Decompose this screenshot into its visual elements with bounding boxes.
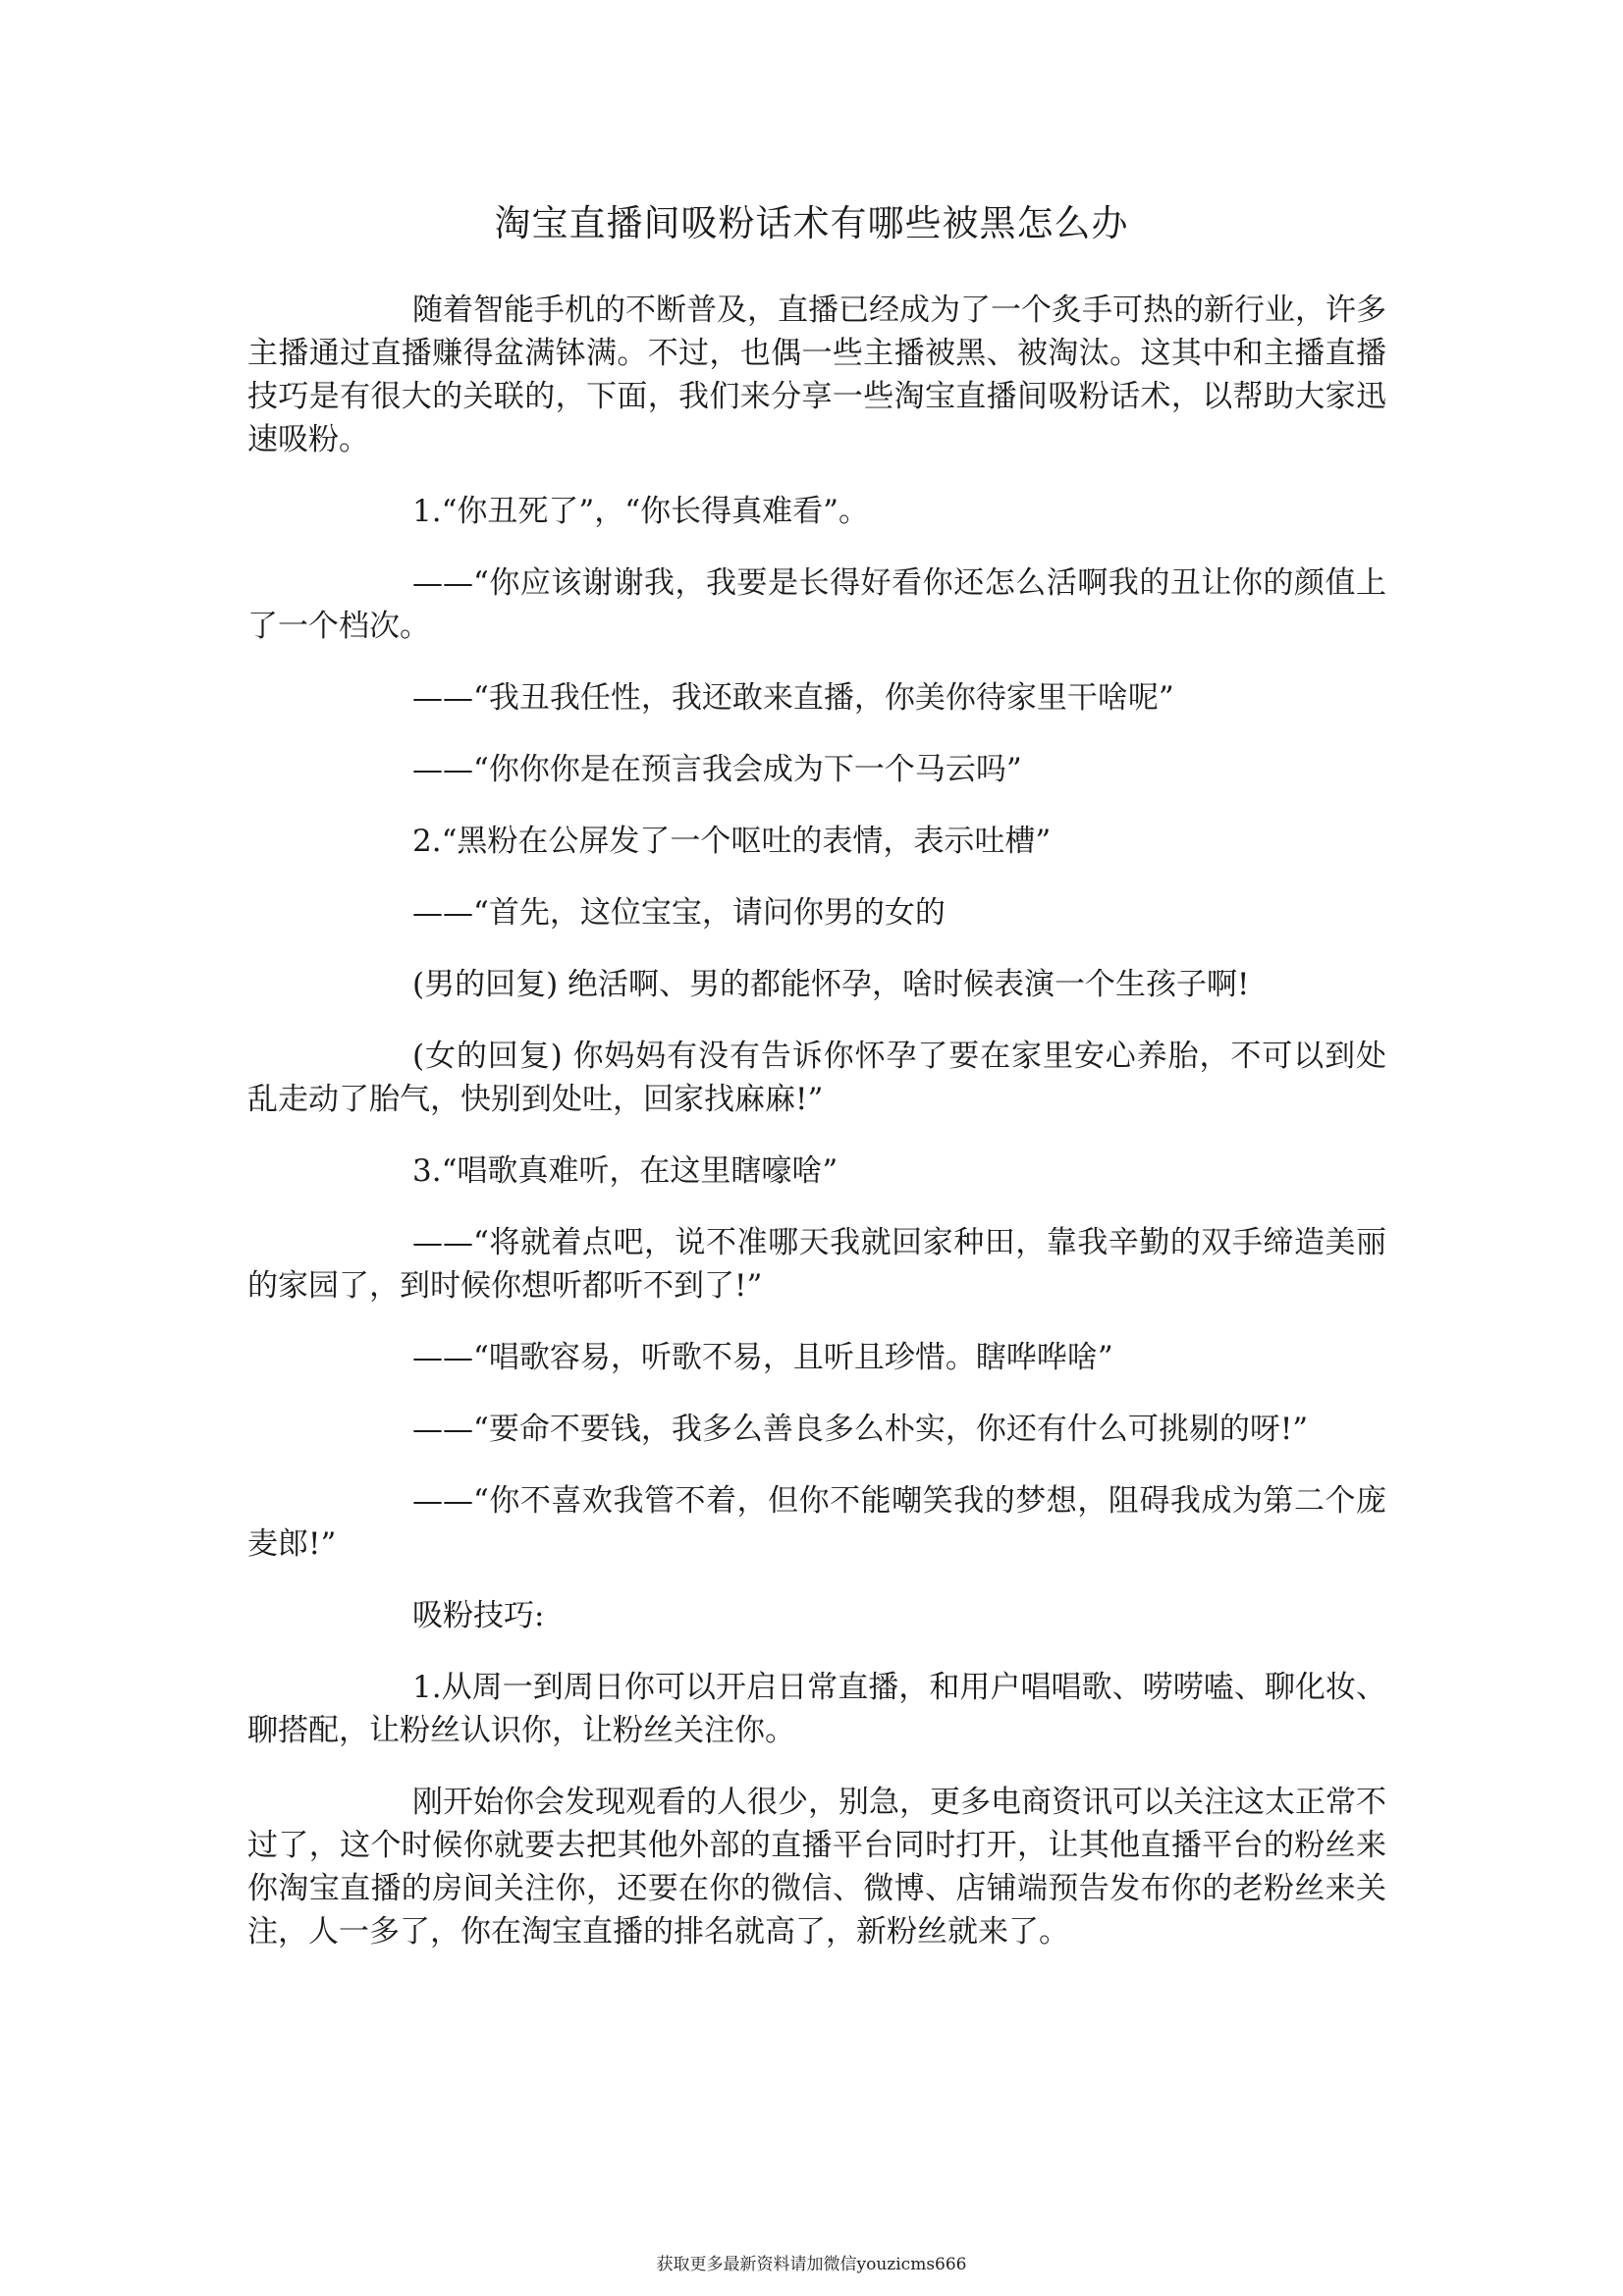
paragraph-intro: 随着智能手机的不断普及，直播已经成为了一个炙手可热的新行业，许多主播通过直播赚得盆满钵满。不过，也偶一些主播被黑、被淘汰。这其中和主播直播技巧是有很大的关联的，下面，我们来分享一些淘宝直播间吸粉话术，以帮助大家迅速吸粉。 [247,293,1386,457]
paragraph-item-2-heading: 2.“黑粉在公屏发了一个呕吐的表情，表示吐槽” [412,824,1052,859]
paragraph-tip-detail: 刚开始你会发现观看的人很少，别急，更多电商资讯可以关注这太正常不过了，这个时候你就要去把其他外部的直播平台同时打开，让其他直播平台的粉丝来你淘宝直播的房间关注你，还要在你的微信、微博、店铺端预告发布你的老粉丝来关注，人一多了，你在淘宝直播的排名就高了，新粉丝就来了。 [247,1785,1386,1949]
paragraph-item-3-heading: 3.“唱歌真难听，在这里瞎嚎啥” [412,1153,839,1189]
document-body [247,289,1386,1982]
paragraph-reply: ——“我丑我任性，我还敢来直播，你美你待家里干啥呢” [412,680,1174,716]
paragraph-tips-heading: 吸粉技巧: [412,1598,545,1633]
paragraph-reply: ——“唱歌容易，听歌不易，且听且珍惜。瞎哗哗啥” [412,1340,1113,1375]
paragraph-reply: ——“将就着点吧，说不准哪天我就回家种田，靠我辛勤的双手缔造美丽的家园了，到时候你想听都听不到了!” [247,1225,1386,1304]
paragraph-reply-male: (男的回复) 绝活啊、男的都能怀孕，啥时候表演一个生孩子啊! [412,967,1250,1002]
paragraph-reply: ——“你应该谢谢我，我要是长得好看你还怎么活啊我的丑让你的颜值上了一个档次。 [247,565,1386,644]
footer-note: 获取更多最新资料请加微信youzicms666 [656,2255,967,2274]
paragraph-reply: ——“要命不要钱，我多么善良多么朴实，你还有什么可挑剔的呀!” [412,1412,1309,1447]
paragraph-reply: ——“你不喜欢我管不着，但你不能嘲笑我的梦想，阻碍我成为第二个庞麦郎!” [247,1483,1386,1562]
paragraph-item-1-heading: 1.“你丑死了”，“你长得真难看”。 [412,494,869,529]
document-title: 淘宝直播间吸粉话术有哪些被黑怎么办 [494,202,1129,244]
paragraph-reply-female: (女的回复) 你妈妈有没有告诉你怀孕了要在家里安心养胎，不可以到处乱走动了胎气，快别到处吐，回家找麻麻!” [247,1039,1386,1117]
paragraph-tip-1: 1.从周一到周日你可以开启日常直播，和用户唱唱歌、唠唠嗑、聊化妆、聊搭配，让粉丝认识你，让粉丝关注你。 [247,1670,1386,1748]
paragraph-reply: ——“你你你是在预言我会成为下一个马云吗” [412,752,1022,787]
paragraph-reply: ——“首先，这位宝宝，请问你男的女的 [412,895,946,931]
